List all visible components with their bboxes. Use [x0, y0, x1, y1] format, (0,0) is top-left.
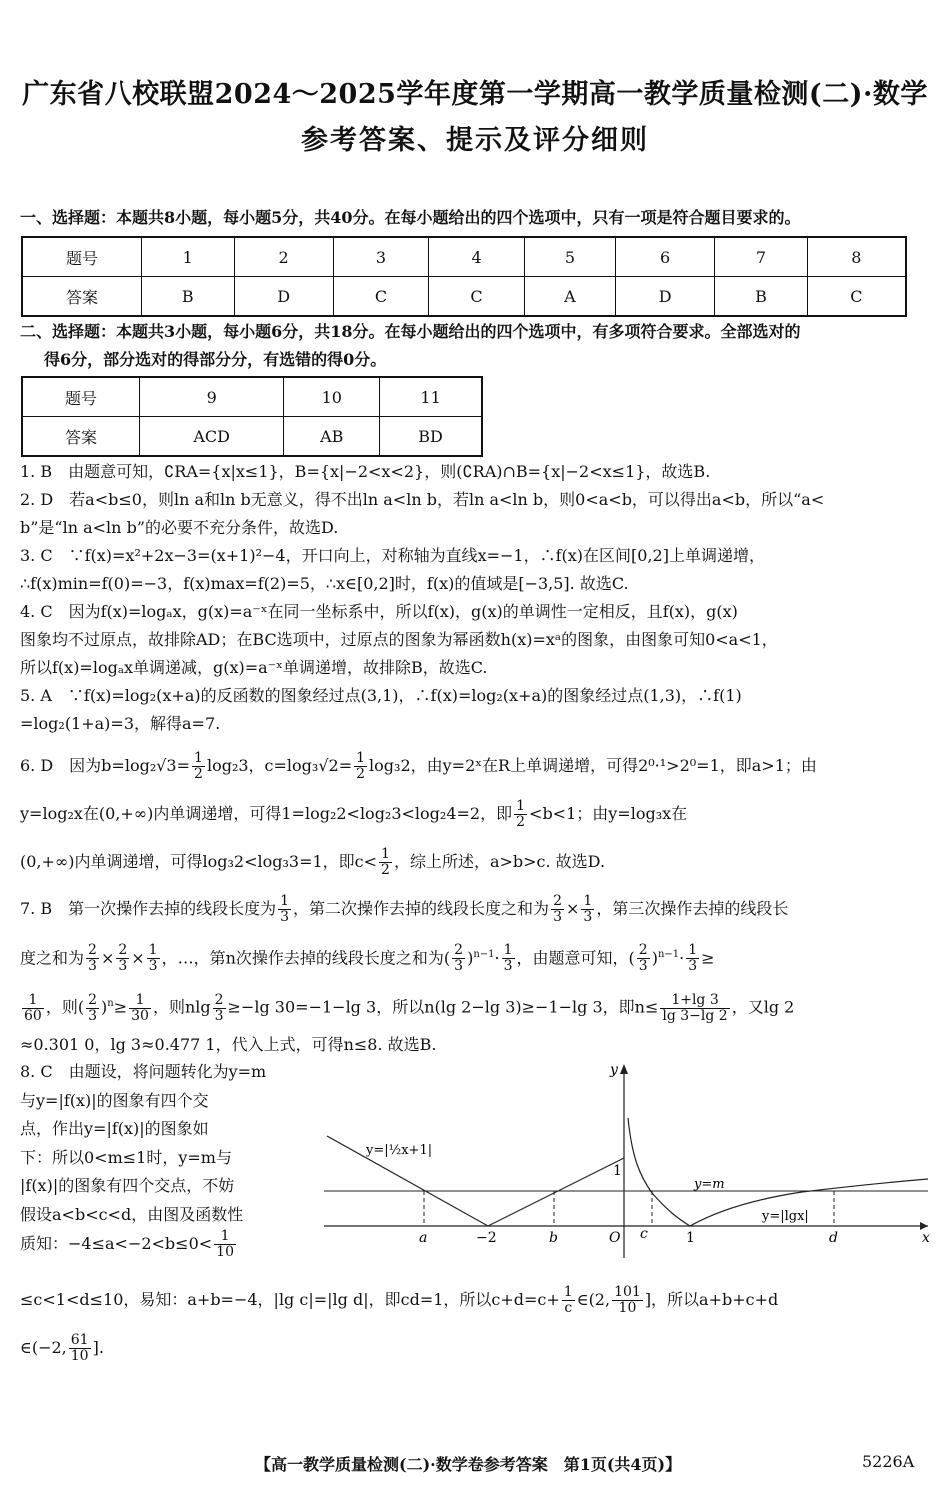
- numerator: 2: [88, 942, 97, 959]
- table-cell: 3: [333, 237, 429, 277]
- fraction: [452, 943, 465, 974]
- row-label: 题号: [22, 377, 140, 417]
- denominator: 3: [88, 1007, 98, 1024]
- table-cell: 1: [142, 237, 235, 277]
- table-cell: B: [715, 277, 808, 317]
- section-2-line1: 二、选择题：本题共3小题，每小题6分，共18分。在每小题给出的四个选项中，有多项符合要求。全部选对的: [20, 322, 801, 341]
- table-cell: 4: [429, 237, 525, 277]
- table-cell: D: [616, 277, 715, 317]
- fraction: [612, 1285, 643, 1316]
- denominator: lg 3−lg 2: [662, 1007, 728, 1024]
- fraction: [562, 1285, 575, 1316]
- label-y-m: y=m: [694, 1177, 725, 1192]
- denominator: 2: [356, 766, 366, 782]
- tick-neg2: −2: [476, 1230, 497, 1246]
- denominator: 10: [216, 1244, 234, 1260]
- numerator: 1: [22, 993, 44, 1009]
- solution-line: [20, 1324, 932, 1372]
- solution-line: =log₂(1+a)=3，解得a=7.: [20, 714, 221, 733]
- text-run: ≥−lg 30=−1−lg 3，所以n(lg 2−lg 3)≥−1−lg 3，即n≤: [227, 997, 659, 1017]
- fraction: [192, 751, 205, 782]
- fraction: [147, 943, 160, 974]
- denominator: 3: [688, 958, 698, 975]
- tick-d: d: [829, 1230, 838, 1246]
- table-cell: B: [142, 277, 235, 317]
- section-2-heading: [20, 318, 935, 374]
- tick-1: 1: [686, 1230, 695, 1246]
- label-abs-linear: y=|½x+1|: [366, 1143, 433, 1158]
- text-run: ，又lg 2: [731, 997, 795, 1017]
- footer-text: 【高一教学质量检测(二)·数学卷参考答案 第1页(共4页)】: [255, 1455, 682, 1474]
- fraction: [213, 993, 226, 1024]
- solution-4: [20, 598, 932, 682]
- tick-a: a: [419, 1230, 428, 1246]
- fraction: [22, 993, 44, 1024]
- solution-line: 图象均不过原点，故排除AD；在BC选项中，过原点的图象为幂函数h(x)=xᵃ的图象，由图象可知0<a<1，: [20, 630, 778, 649]
- table-cell: A: [524, 277, 615, 317]
- numerator: 1: [563, 1284, 573, 1300]
- solution-line: 2. D 若a<b≤0，则ln a和ln b无意义，得不出ln a<ln b，若ln a<ln b，则0<a<b，可以得出a<b，所以“a<: [20, 490, 825, 509]
- tick-c: c: [640, 1226, 648, 1242]
- numerator: 1: [381, 846, 390, 862]
- solution-1: 1. B 由题意可知，∁RA={x|x≤1}，B={x|−2<x<2}，则(∁RA)∩B={x|−2<x≤1}，故选B.: [20, 462, 711, 481]
- solution-line: [20, 1276, 932, 1324]
- fraction: [514, 799, 527, 830]
- table-cell: 5: [524, 237, 615, 277]
- x-axis-label: x: [922, 1230, 930, 1246]
- text-run: ，第三次操作去掉的线段长: [596, 899, 789, 918]
- solution-line: ≈0.301 0，lg 3≈0.477 1，代入上式，可得n≤8. 故选B.: [20, 1034, 437, 1054]
- text-run: ，综上所述，a>b>c. 故选D.: [393, 852, 606, 871]
- solution-line: |f(x)|的图象有四个交点，不妨: [20, 1176, 235, 1195]
- solution-8: [20, 1058, 320, 1260]
- table-cell: 11: [380, 377, 482, 417]
- solution-line: [20, 742, 932, 790]
- denominator: 2: [381, 862, 390, 878]
- table-cell: 7: [715, 237, 808, 277]
- table-cell: 10: [284, 377, 380, 417]
- y-axis-arrow-icon: [620, 1064, 628, 1074]
- denominator: 3: [503, 958, 513, 975]
- denominator: 3: [118, 958, 128, 975]
- numerator: 2: [88, 991, 98, 1008]
- denominator: c: [564, 1300, 573, 1316]
- numerator: 1: [129, 993, 151, 1009]
- fraction: [686, 943, 699, 974]
- denominator: 2: [516, 814, 526, 830]
- numerator: 1: [356, 750, 366, 766]
- denominator: 3: [583, 909, 593, 925]
- denominator: 30: [131, 1007, 149, 1024]
- solution-line: $\frac{1}{60}$ ，则( $\frac{2}{3}$ )$^n$≥ $\frac{1}{30}$ ，则nlg $\frac{2}{3}$ ≥−lg 30=−1−lg 3，所以n(lg 2−lg 3)≥−1−lg 3，即n≤ $\frac{1+\lg 3}{\lg 3-\lg 2}$ ，又lg 2: [24, 991, 795, 1024]
- solution-2: [20, 486, 932, 542]
- solution-line: 8. C 由题设，将问题转化为y=m: [20, 1062, 267, 1081]
- solution-line: [20, 838, 932, 886]
- table-cell: 8: [807, 237, 906, 277]
- table-row: [22, 417, 482, 457]
- fraction: [660, 993, 729, 1024]
- numerator: 101: [614, 1284, 641, 1300]
- text-run: 质知：−4≤a<−2<b≤0<: [20, 1234, 213, 1253]
- numerator: 2: [638, 942, 648, 959]
- solution-line: [20, 1229, 320, 1260]
- solution-line: 5. A ∵f(x)=log₂(x+a)的反函数的图象经过点(3,1)，∴f(x)=log₂(x+a)的图象经过点(1,3)，∴f(1): [20, 686, 742, 705]
- numerator: 1: [516, 798, 526, 814]
- numerator: 1+lg 3: [660, 993, 729, 1009]
- text-run: 度之和为: [20, 948, 85, 968]
- fraction: [379, 847, 392, 878]
- solution-7: [20, 886, 932, 1059]
- table-cell: C: [429, 277, 525, 317]
- numerator: 2: [118, 942, 128, 959]
- solution-line: b”是“ln a<ln b”的必要不充分条件，故选D.: [20, 518, 339, 537]
- tick-b: b: [549, 1230, 558, 1246]
- table-cell: BD: [380, 417, 482, 457]
- fraction: [551, 894, 564, 925]
- numerator: 2: [214, 991, 224, 1008]
- table-cell: 9: [140, 377, 284, 417]
- numerator: 1: [214, 1229, 236, 1245]
- label-abs-log: y=|lgx|: [762, 1209, 809, 1224]
- fraction: [581, 894, 594, 925]
- denominator: 3: [214, 1007, 224, 1024]
- footer-code: 5226A: [862, 1452, 915, 1471]
- text-run: log₃2，由y=2ˣ在R上单调递增，可得2⁰·¹>2⁰=1，即a>1；由: [369, 756, 817, 775]
- text-run: ，由题意可知，: [516, 948, 629, 968]
- fraction: [69, 1333, 91, 1364]
- solution-line: [20, 790, 932, 838]
- table-cell: C: [807, 277, 906, 317]
- numerator: 1: [583, 893, 593, 909]
- solution-line: ∴f(x)min=f(0)=−3，f(x)max=f(2)=5，∴x∈[0,2]时，f(x)的值域是[−3,5]. 故选C.: [20, 574, 629, 593]
- table-row: [22, 377, 482, 417]
- row-label: 答案: [22, 277, 142, 317]
- text-run: ，则nlg: [152, 997, 211, 1017]
- solution-line: 与y=|f(x)|的图象有四个交: [20, 1090, 209, 1110]
- text-run: ，第二次操作去掉的线段长度之和为: [293, 899, 550, 918]
- fraction: [354, 751, 367, 782]
- denominator: 10: [70, 1348, 89, 1364]
- answer-table-1: [21, 236, 907, 317]
- solution-line: 度之和为 $\frac{2}{3}$ × $\frac{2}{3}$ × $\frac{1}{3}$ ，…，第n次操作去掉的线段长度之和为( $\frac{2}{3}$ )$^{n-1}$· $\frac{1}{3}$ ，由题意可知，( $\frac{2}{3}$ )$^{n-1}$· $\frac{1}{3}$ ≥: [20, 942, 715, 975]
- denominator: 3: [553, 909, 562, 925]
- solution-line: 所以f(x)=logₐx单调递减，g(x)=a⁻ˣ单调递增，故排除B，故选C.: [20, 658, 488, 677]
- solution-3: [20, 542, 932, 598]
- solution-8-continued: [20, 1276, 932, 1372]
- y-one-label: 1: [613, 1163, 622, 1179]
- fraction: [278, 894, 291, 925]
- table-cell: D: [234, 277, 333, 317]
- denominator: 3: [280, 909, 290, 925]
- section-1-heading: 一、选择题：本题共8小题，每小题5分，共40分。在每小题给出的四个选项中，只有一项是符合题目要求的。: [20, 208, 801, 227]
- numerator: 1: [194, 750, 203, 766]
- numerator: 2: [454, 942, 464, 959]
- origin-label: O: [609, 1230, 621, 1246]
- table-cell: 6: [616, 237, 715, 277]
- x-axis-arrow-icon: [920, 1222, 928, 1230]
- text-run: (0,+∞)内单调递增，可得log₃2<log₃3=1，即c<: [20, 852, 378, 871]
- text-run: ].: [92, 1338, 104, 1357]
- row-label: 答案: [22, 417, 140, 457]
- table-cell: ACD: [140, 417, 284, 457]
- solution-line: 假设a<b<c<d，由图及函数性: [20, 1204, 244, 1224]
- solution-6: [20, 742, 932, 886]
- function-graph: [322, 1058, 934, 1264]
- solution-line: 下：所以0<m≤1时，y=m与: [20, 1147, 232, 1167]
- table-cell: 2: [234, 237, 333, 277]
- text-run: 7. B 第一次操作去掉的线段长度为: [20, 899, 277, 918]
- page-subtitle: 参考答案、提示及评分细则: [301, 125, 649, 156]
- text-run: ∈(−2,: [20, 1338, 67, 1357]
- solution-line: 3. C ∵f(x)=x²+2x−3=(x+1)²−4，开口向上，对称轴为直线x=−1，∴f(x)在区间[0,2]上单调递增，: [20, 546, 765, 565]
- answer-table-2: [21, 376, 483, 457]
- denominator: 60: [24, 1007, 42, 1024]
- fraction: [86, 943, 99, 974]
- fraction: [116, 943, 129, 974]
- text-run: ，则: [45, 997, 78, 1017]
- numerator: 1: [688, 942, 698, 959]
- numerator: 2: [553, 893, 562, 909]
- denominator: 3: [454, 958, 464, 975]
- denominator: 3: [638, 958, 648, 975]
- y-axis-label: y: [610, 1062, 618, 1078]
- numerator: 1: [280, 893, 290, 909]
- table-row: [22, 237, 906, 277]
- text-run: y=log₂x在(0,+∞)内单调递增，可得1=log₂2<log₂3<log₂4=2，即: [20, 804, 513, 823]
- text-run: <b<1；由y=log₃x在: [529, 804, 688, 823]
- solution-5: [20, 682, 932, 738]
- fraction: [129, 993, 151, 1024]
- denominator: 2: [194, 766, 203, 782]
- text-run: ]，所以a+b+c+d: [644, 1290, 779, 1309]
- denominator: 10: [618, 1300, 637, 1316]
- denominator: 3: [148, 958, 158, 975]
- numerator: 1: [148, 942, 158, 959]
- text-run: log₂3，c=log₃√2=: [206, 756, 353, 775]
- fraction: [86, 993, 99, 1024]
- solution-line: 点，作出y=|f(x)|的图象如: [20, 1119, 209, 1138]
- text-run: ≤c<1<d≤10，易知：a+b=−4，|lg c|=|lg d|，即cd=1，所以c+d=c+: [20, 1290, 560, 1309]
- text-run: ，…，第n次操作去掉的线段长度之和为: [161, 948, 444, 968]
- numerator: 61: [70, 1332, 89, 1348]
- table-cell: AB: [284, 417, 380, 457]
- table-cell: C: [333, 277, 429, 317]
- page-title: 广东省八校联盟2024～2025学年度第一学期高一教学质量检测(二)·数学: [22, 79, 928, 110]
- fraction: [214, 1229, 236, 1260]
- numerator: 1: [503, 942, 513, 959]
- row-label: 题号: [22, 237, 142, 277]
- solution-line: 4. C 因为f(x)=logₐx，g(x)=a⁻ˣ在同一坐标系中，所以f(x)，g(x)的单调性一定相反，且f(x)，g(x): [20, 602, 738, 621]
- solution-line: 7. B 第一次操作去掉的线段长度为 $\frac{1}{3}$ ，第二次操作去掉的线段长度之和为 $\frac{2}{3}$ × $\frac{1}{3}$ ，第三次操作去掉的线段长: [20, 893, 789, 925]
- fraction: [502, 943, 515, 974]
- fraction: [637, 943, 650, 974]
- section-2-line2: 得6分，部分选对的得部分分，有选错的得0分。: [44, 350, 387, 369]
- denominator: 3: [88, 958, 97, 975]
- table-row: [22, 277, 906, 317]
- text-run: 6. D 因为b=log₂√3=: [20, 756, 191, 775]
- text-run: ∈(2,: [576, 1290, 611, 1309]
